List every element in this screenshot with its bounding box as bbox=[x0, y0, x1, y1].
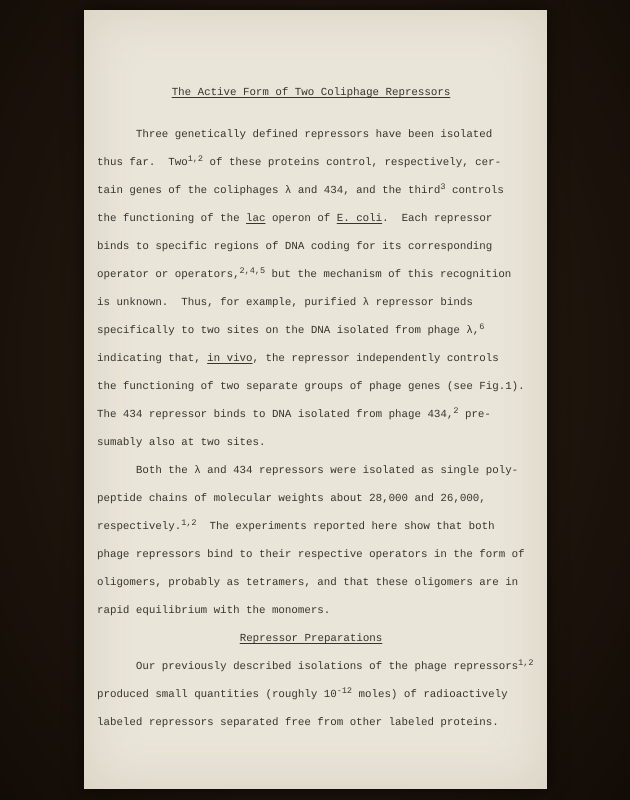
text-line bbox=[97, 205, 525, 233]
text-segment: operon of bbox=[265, 213, 337, 225]
text-segment: thus far. Two bbox=[97, 157, 188, 169]
text-segment: Three genetically defined repressors have been isolated bbox=[97, 129, 493, 141]
text-line bbox=[97, 177, 525, 205]
text-line bbox=[97, 401, 525, 429]
text-line bbox=[97, 289, 525, 317]
text-segment: is unknown. Thus, for example, purified λ repressor binds bbox=[97, 297, 473, 309]
text-segment: Our previously described isolations of the phage repressors bbox=[97, 661, 519, 673]
text-line bbox=[97, 149, 525, 177]
text-line bbox=[97, 541, 525, 569]
text-line bbox=[97, 597, 525, 625]
text-line bbox=[97, 233, 525, 261]
text-line bbox=[97, 345, 525, 373]
text-segment: the functioning of two separate groups of phage genes (see Fig.1). bbox=[97, 381, 525, 393]
text-segment: Both the λ and 434 repressors were isolated as single poly- bbox=[97, 465, 519, 477]
text-segment: specifically to two sites on the DNA isolated from phage λ, bbox=[97, 325, 480, 337]
text-segment: of these proteins control, respectively, cer- bbox=[203, 157, 502, 169]
text-segment: controls bbox=[445, 185, 504, 197]
text-line bbox=[97, 569, 525, 597]
text-segment: operator or operators, bbox=[97, 269, 240, 281]
text-line bbox=[97, 485, 525, 513]
text-line bbox=[97, 681, 525, 709]
text-segment: tain genes of the coliphages λ and 434, and the third bbox=[97, 185, 441, 197]
document-title bbox=[97, 79, 525, 107]
text-segment: but the mechanism of this recognition bbox=[265, 269, 512, 281]
text-segment: indicating that, bbox=[97, 353, 208, 365]
text-line bbox=[97, 261, 525, 289]
text-segment: rapid equilibrium with the monomers. bbox=[97, 605, 331, 617]
text-segment: peptide chains of molecular weights about 28,000 and 26,000, bbox=[97, 493, 486, 505]
text-line bbox=[97, 709, 525, 737]
footnote-reference: 2,4,5 bbox=[239, 265, 266, 276]
text-segment: oligomers, probably as tetramers, and that these oligomers are in bbox=[97, 577, 519, 589]
footnote-reference: 1,2 bbox=[181, 517, 197, 528]
text-line bbox=[97, 429, 525, 457]
text-segment: , the repressor independently controls bbox=[252, 353, 499, 365]
text-segment: in vivo bbox=[207, 353, 253, 365]
text-segment: E. coli bbox=[336, 213, 383, 225]
document-title-text: The Active Form of Two Coliphage Repressors bbox=[171, 87, 451, 99]
section-heading-text: Repressor Preparations bbox=[239, 633, 383, 645]
footnote-reference: 2 bbox=[453, 405, 459, 416]
text-segment: sumably also at two sites. bbox=[97, 437, 266, 449]
section-heading bbox=[97, 625, 525, 653]
text-line bbox=[97, 513, 525, 541]
scanned-page bbox=[84, 10, 547, 789]
footnote-reference: 6 bbox=[479, 321, 485, 332]
text-segment: binds to specific regions of DNA coding for its corresponding bbox=[97, 241, 493, 253]
footnote-reference: -12 bbox=[336, 685, 353, 696]
text-segment: produced small quantities (roughly 10 bbox=[97, 689, 337, 701]
text-line bbox=[97, 317, 525, 345]
text-segment: the functioning of the bbox=[97, 213, 247, 225]
text-segment: moles) of radioactively bbox=[352, 689, 508, 701]
text-line bbox=[97, 457, 525, 485]
text-segment: . Each repressor bbox=[382, 213, 493, 225]
text-segment: The 434 repressor binds to DNA isolated from phage 434, bbox=[97, 409, 454, 421]
text-segment: The experiments reported here show that both bbox=[196, 521, 495, 533]
page-text bbox=[97, 10, 534, 737]
text-segment: respectively. bbox=[97, 521, 182, 533]
footnote-reference: 3 bbox=[440, 181, 446, 192]
text-segment: phage repressors bind to their respective operators in the form of bbox=[97, 549, 525, 561]
footnote-reference: 1,2 bbox=[518, 657, 534, 668]
text-segment: labeled repressors separated free from other labeled proteins. bbox=[97, 717, 499, 729]
text-segment: pre- bbox=[458, 409, 491, 421]
text-line bbox=[97, 121, 525, 149]
text-segment: lac bbox=[246, 213, 266, 225]
text-line bbox=[97, 373, 525, 401]
text-line bbox=[97, 653, 534, 681]
footnote-reference: 1,2 bbox=[187, 153, 204, 164]
